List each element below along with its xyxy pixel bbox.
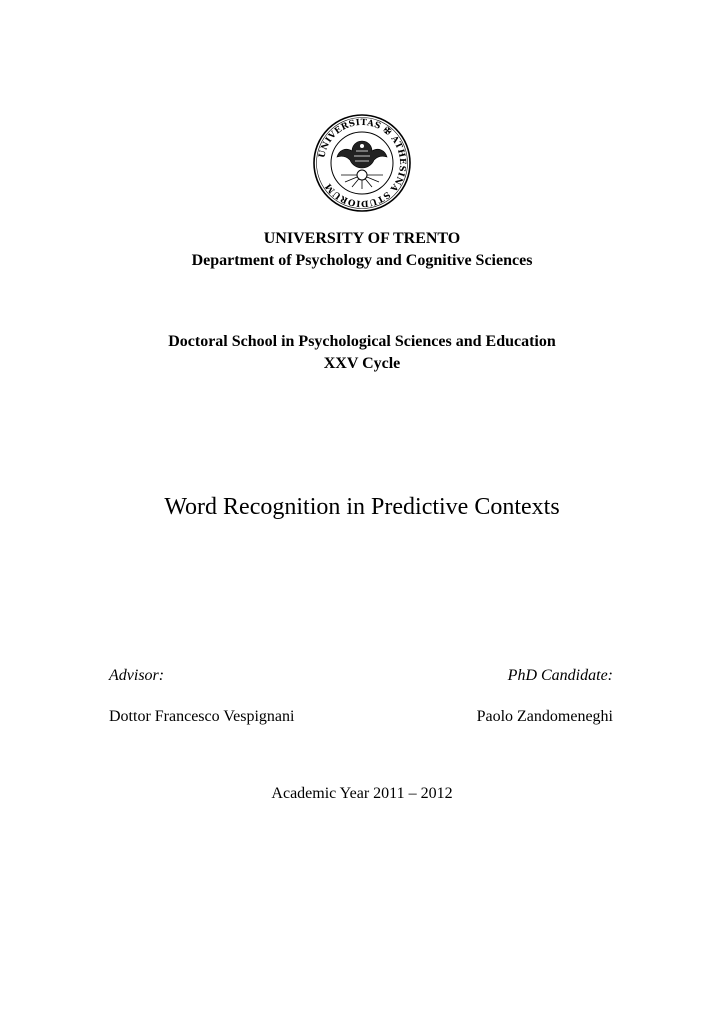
academic-year: Academic Year 2011 – 2012 [271, 785, 453, 802]
advisor-label: Advisor: [109, 667, 165, 684]
candidate-name: Paolo Zandomeneghi [476, 708, 613, 725]
advisor-name: Dottor Francesco Vespignani [109, 708, 295, 725]
candidate-label: PhD Candidate: [507, 667, 613, 684]
university-seal-logo [312, 113, 412, 213]
thesis-title: Word Recognition in Predictive Contexts [164, 494, 560, 520]
doctoral-school-name: Doctoral School in Psychological Sciences and Education [168, 333, 556, 350]
cycle-label: XXV Cycle [323, 355, 401, 372]
university-name: UNIVERSITY OF TRENTO [263, 230, 461, 247]
svg-text:UNIVERSITAS ✠ ATHESINA STUDIOR: UNIVERSITAS ✠ ATHESINA STUDIORUM [317, 117, 408, 209]
department-name: Department of Psychology and Cognitive Sciences [191, 252, 533, 269]
